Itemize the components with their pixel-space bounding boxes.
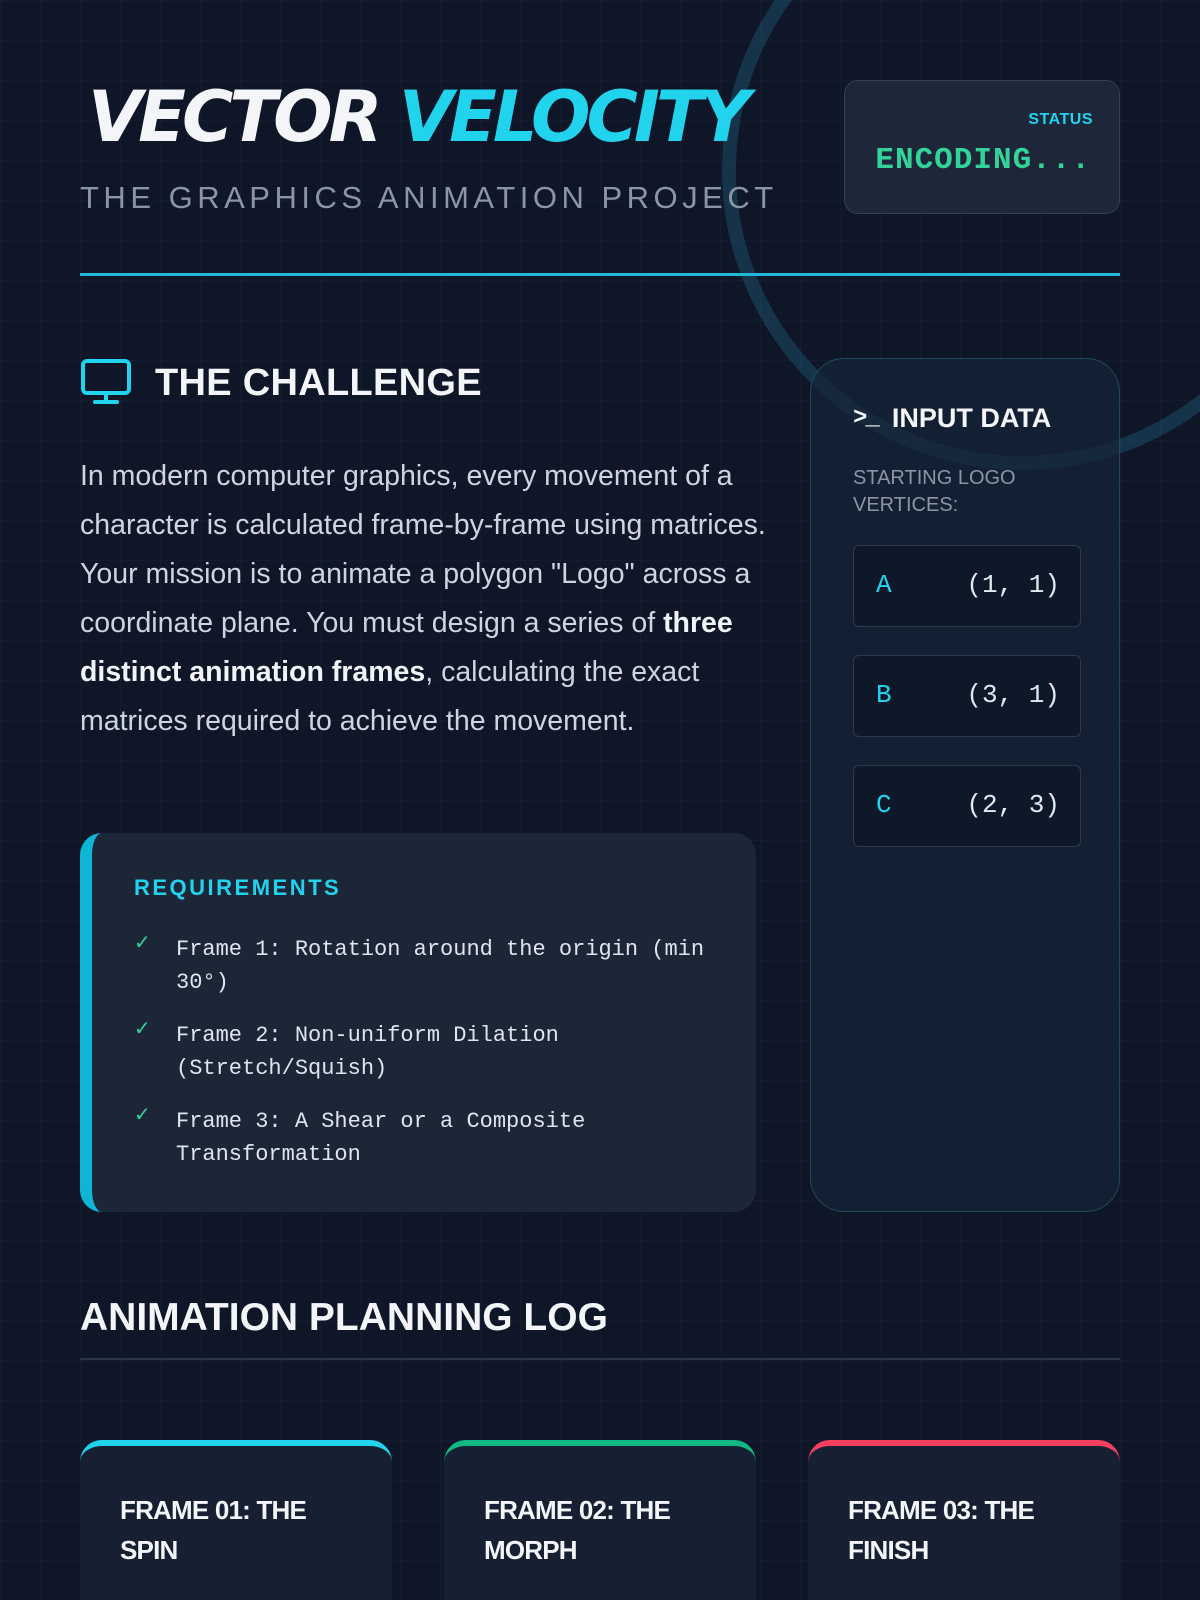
log-divider — [80, 1358, 1120, 1360]
vertex-coord: (1, 1) — [966, 570, 1060, 600]
challenge-title: THE CHALLENGE — [155, 362, 482, 404]
header-divider — [80, 273, 1120, 276]
check-icon: ✓ — [134, 1104, 151, 1126]
brand-title — [88, 76, 747, 158]
requirement-text: Frame 3: A Shear or a Composite Transformation — [176, 1109, 586, 1167]
frame-accent — [444, 1440, 756, 1480]
vertex-coord: (3, 1) — [966, 680, 1060, 710]
check-icon: ✓ — [134, 1018, 151, 1040]
frame-accent — [80, 1440, 392, 1480]
requirements-title: REQUIREMENTS — [134, 875, 342, 900]
vertex-name: A — [876, 570, 892, 600]
brand-word-velocity: VELOCITY — [398, 76, 747, 158]
challenge-text-end: , calculating the exact matrices required to achieve the movement. — [80, 656, 700, 737]
frame-accent — [808, 1440, 1120, 1480]
requirement-item — [134, 1105, 734, 1171]
brand-word-vector: VECTOR — [88, 76, 379, 158]
vertex-coord: (2, 3) — [966, 790, 1060, 820]
requirement-text: Frame 1: Rotation around the origin (min 30°) — [176, 937, 705, 995]
input-data-panel — [810, 358, 1120, 1212]
status-label: STATUS — [1028, 111, 1093, 128]
frame-card-1 — [80, 1440, 392, 1600]
vertex-b — [853, 655, 1081, 737]
challenge-text-bold: three distinct animation frames — [80, 607, 733, 688]
monitor-icon — [80, 358, 132, 406]
input-data-title: INPUT DATA — [891, 403, 1052, 433]
vertices-label: STARTING LOGO VERTICES: — [853, 467, 1016, 516]
frame-card-2 — [444, 1440, 756, 1600]
status-value: ENCODING... — [875, 143, 1091, 178]
frame-title: FRAME 02: THE MORPH — [484, 1495, 671, 1565]
requirements-list — [134, 933, 734, 1191]
check-icon: ✓ — [134, 932, 151, 954]
brand-subtitle: THE GRAPHICS ANIMATION PROJECT — [80, 180, 778, 215]
vertex-a — [853, 545, 1081, 627]
challenge-text-start: In modern computer graphics, every movement of a character is calculated frame-by-frame using matrices. Your mission is to animate a polygon "Logo" across a coordinate plane. You must design a series of — [80, 460, 766, 639]
frame-card-3 — [808, 1440, 1120, 1600]
requirement-text: Frame 2: Non-uniform Dilation (Stretch/Squish) — [176, 1023, 559, 1081]
requirement-item — [134, 1019, 734, 1085]
requirement-item — [134, 933, 734, 999]
requirements-card — [80, 833, 756, 1212]
vertex-c — [853, 765, 1081, 847]
frame-title: FRAME 03: THE FINISH — [848, 1495, 1035, 1565]
challenge-description — [80, 452, 770, 746]
status-card — [844, 80, 1120, 214]
vertex-name: C — [876, 790, 892, 820]
log-title: ANIMATION PLANNING LOG — [80, 1296, 608, 1339]
frame-title: FRAME 01: THE SPIN — [120, 1495, 307, 1565]
vertex-name: B — [876, 680, 892, 710]
input-data-header — [853, 403, 1051, 434]
terminal-icon: >_ — [853, 405, 878, 432]
